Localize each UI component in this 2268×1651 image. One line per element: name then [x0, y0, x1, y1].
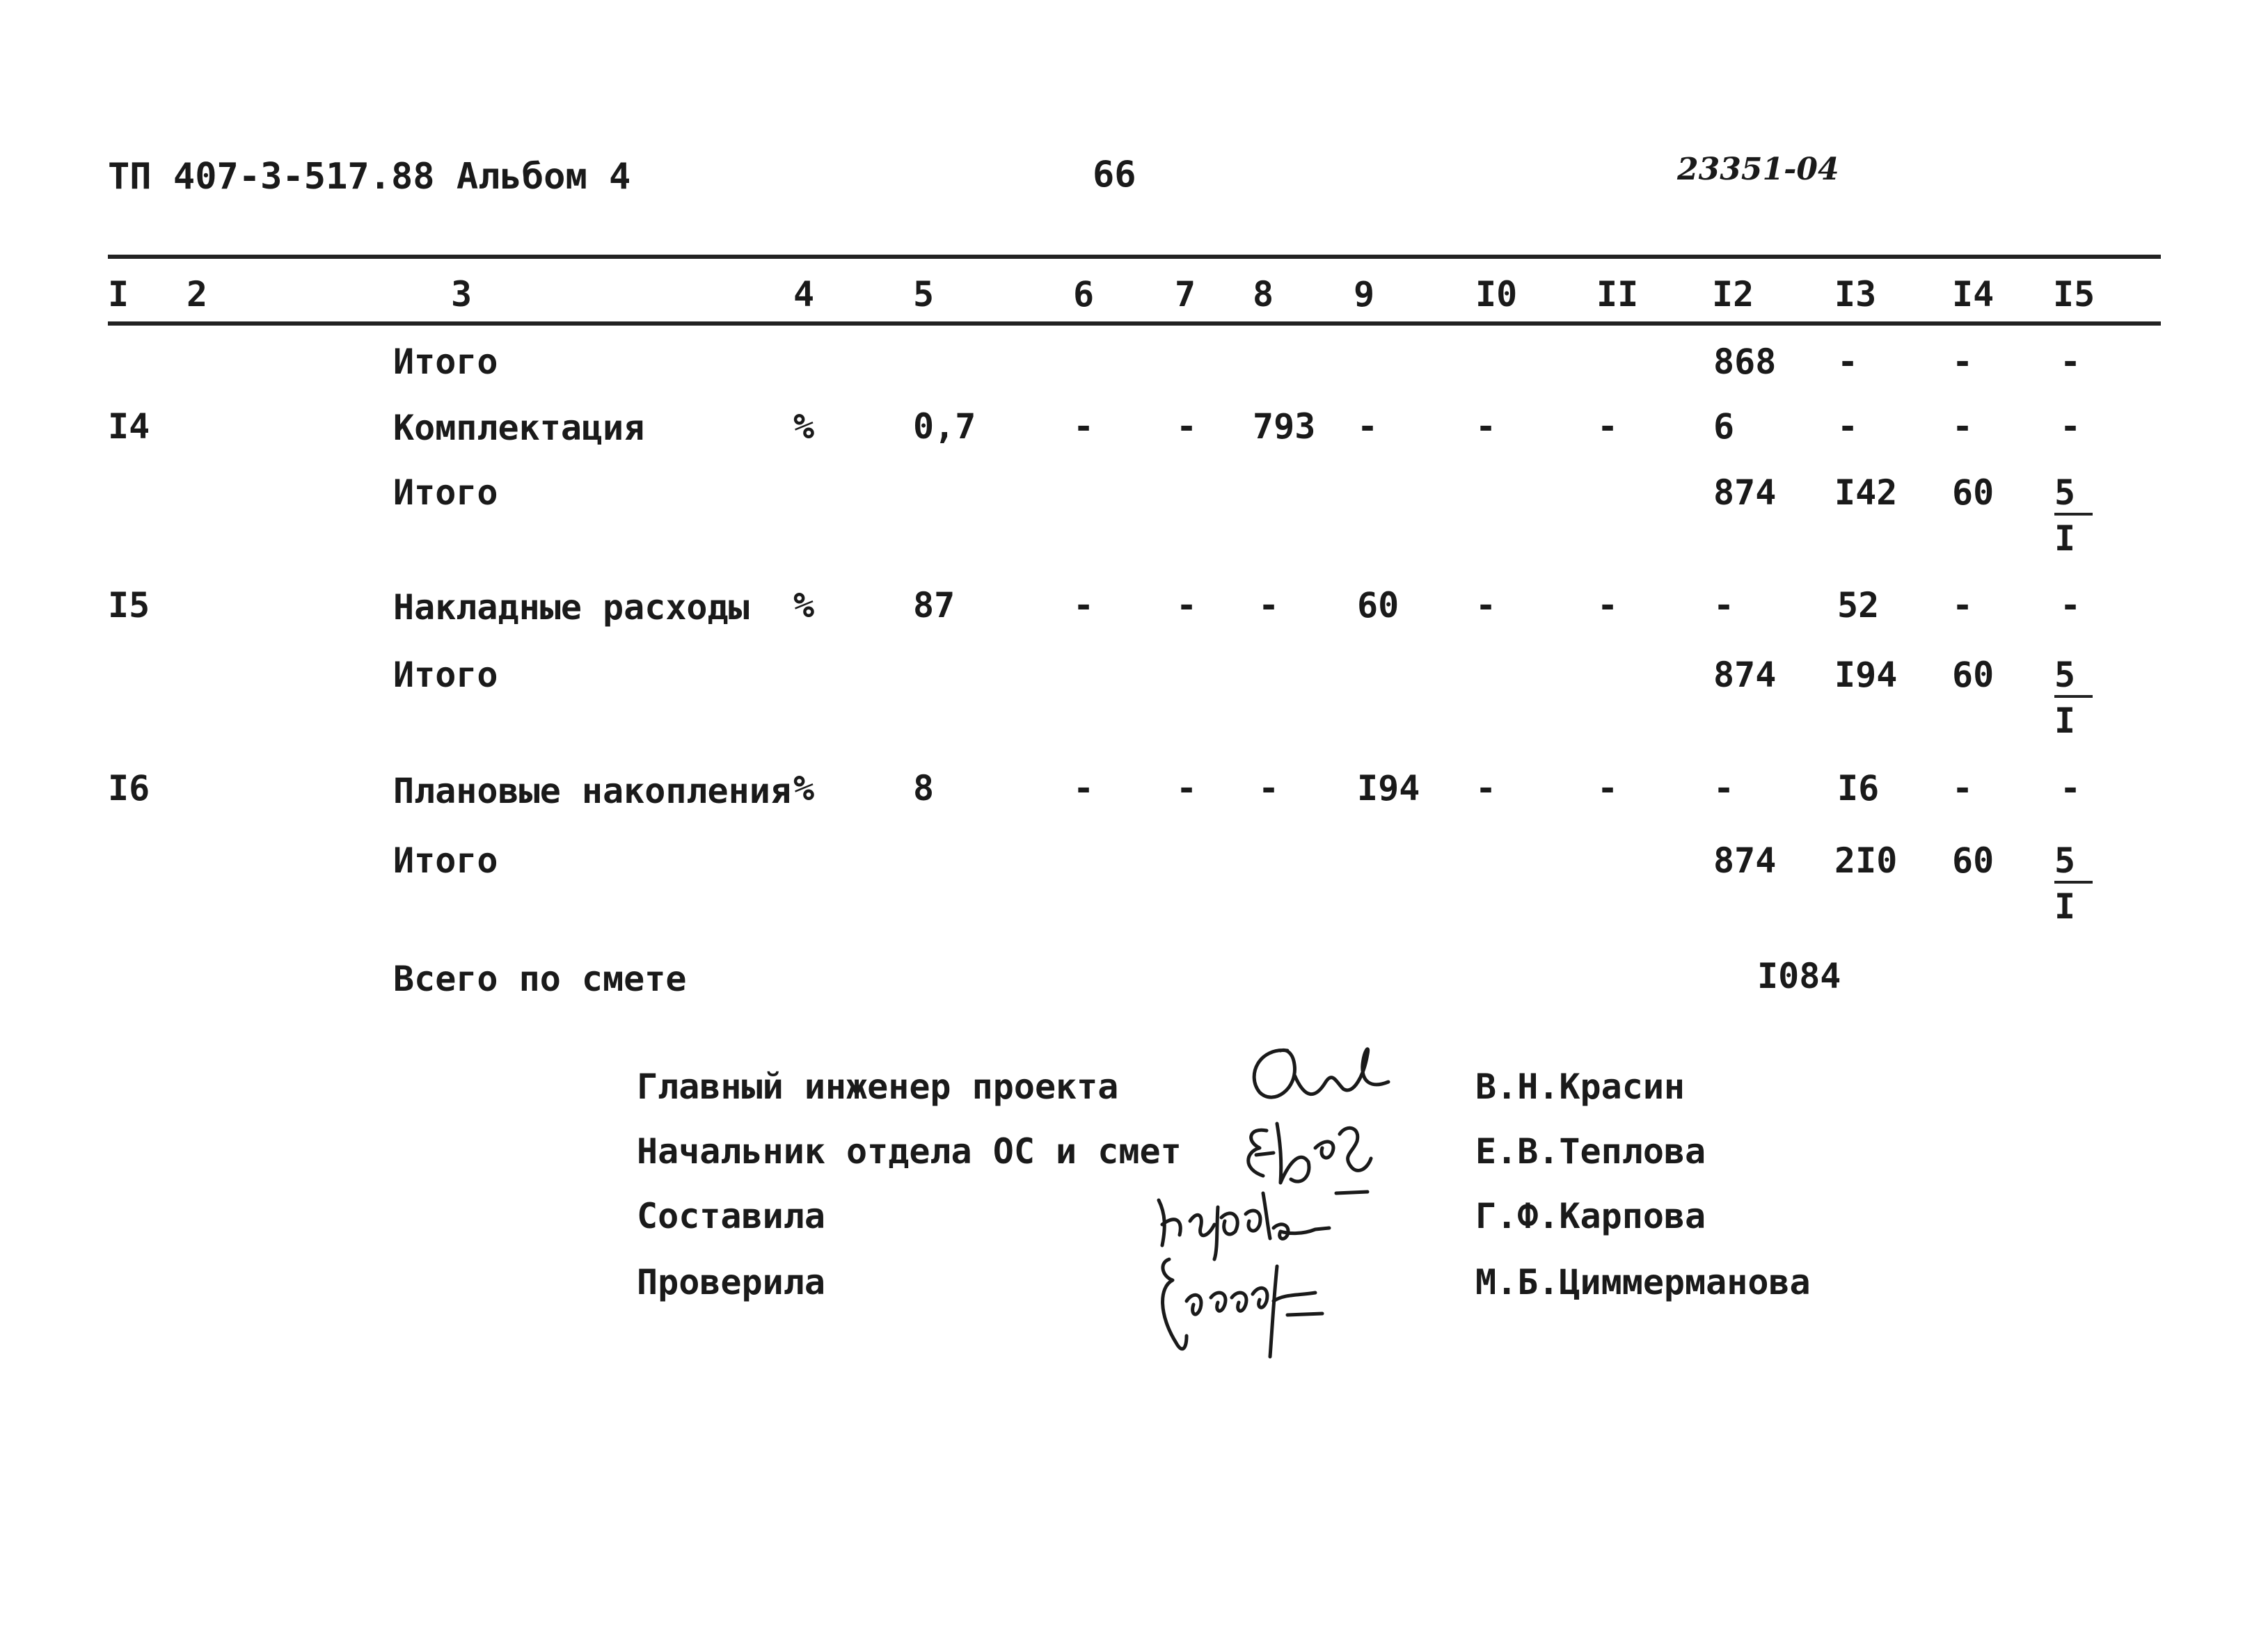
column-header: I3	[1834, 274, 1877, 314]
cell-col8: -	[1258, 585, 1280, 625]
signature-tsimmermanova	[1148, 1245, 1343, 1364]
column-header: 3	[451, 274, 473, 314]
cell-col11: -	[1597, 406, 1619, 447]
row-name: Итого	[393, 840, 498, 881]
column-header: I	[108, 274, 129, 314]
cell-col5: 0,7	[913, 406, 976, 447]
cell-col9: I94	[1357, 768, 1420, 808]
row-number: I4	[108, 406, 150, 447]
signatory-name: В.Н.Красин	[1475, 1067, 1686, 1107]
cell-col12: 874	[1713, 840, 1777, 881]
cell-col13: -	[1837, 342, 1859, 382]
cell-col10: -	[1475, 406, 1497, 447]
row-name: Итого	[393, 655, 498, 695]
grand-total-label: Всего по смете	[393, 959, 687, 999]
cell-col7: -	[1176, 585, 1198, 625]
column-header: I0	[1475, 274, 1518, 314]
cell-col14: 60	[1952, 840, 1995, 881]
signatory-role: Проверила	[637, 1262, 825, 1302]
column-header: 8	[1253, 274, 1274, 314]
cell-col15: -	[2060, 342, 2081, 382]
fraction-numerator: 5	[2054, 657, 2093, 698]
cell-col7: -	[1176, 768, 1198, 808]
signatory-role: Начальник отдела ОС и смет	[637, 1131, 1182, 1172]
page-number: 66	[1093, 154, 1136, 196]
cell-col8: 793	[1253, 406, 1316, 447]
column-header: 6	[1073, 274, 1095, 314]
cell-col14: -	[1952, 342, 1974, 382]
signature-krasin	[1239, 1033, 1399, 1117]
unit-cell: %	[793, 406, 815, 447]
row-name: Итого	[393, 472, 498, 513]
grand-total-value: I084	[1757, 956, 1841, 996]
cell-col14: 60	[1952, 472, 1995, 513]
unit-cell: %	[793, 768, 815, 808]
fraction-cell-col15	[2054, 840, 2103, 927]
fraction-numerator: 5	[2054, 475, 2093, 516]
column-header: I4	[1952, 274, 1995, 314]
cell-col14: -	[1952, 768, 1974, 808]
cell-col14: -	[1952, 406, 1974, 447]
cell-col12: -	[1713, 585, 1735, 625]
column-header: 4	[793, 274, 815, 314]
cell-col12: 874	[1713, 655, 1777, 695]
cell-col15: -	[2060, 406, 2081, 447]
cell-col12: -	[1713, 768, 1735, 808]
signatory-name: Е.В.Теплова	[1475, 1131, 1706, 1172]
cell-col13: 2I0	[1834, 840, 1898, 881]
column-header: 2	[187, 274, 208, 314]
row-number: I6	[108, 768, 150, 808]
signatory-role: Главный инженер проекта	[637, 1067, 1119, 1107]
cell-col6: -	[1073, 406, 1095, 447]
cell-col14: -	[1952, 585, 1974, 625]
row-name: Комплектация	[393, 408, 645, 448]
row-name: Накладные расходы	[393, 587, 750, 628]
document-reference: ТП 407-3-517.88 Альбом 4	[108, 156, 631, 198]
signatory-name: Г.Ф.Карпова	[1475, 1196, 1706, 1236]
column-header: 9	[1354, 274, 1375, 314]
fraction-denominator: I	[2054, 701, 2076, 741]
cell-col5: 87	[913, 585, 955, 625]
cell-col10: -	[1475, 768, 1497, 808]
cell-col12: 874	[1713, 472, 1777, 513]
signatory-role: Составила	[637, 1196, 825, 1236]
cell-col15: -	[2060, 768, 2081, 808]
row-number: I5	[108, 585, 150, 625]
cell-col12: 6	[1713, 406, 1735, 447]
cell-col13: 52	[1837, 585, 1880, 625]
column-header: I5	[2053, 274, 2095, 314]
cell-col9: -	[1357, 406, 1379, 447]
signatory-name: М.Б.Циммерманова	[1475, 1262, 1811, 1302]
row-name: Плановые накопления	[393, 771, 791, 811]
cell-col12: 868	[1713, 342, 1777, 382]
cell-col6: -	[1073, 768, 1095, 808]
cell-col14: 60	[1952, 655, 1995, 695]
column-header: I2	[1712, 274, 1754, 314]
fraction-denominator: I	[2054, 518, 2076, 559]
unit-cell: %	[793, 585, 815, 625]
column-header: II	[1596, 274, 1639, 314]
cell-col11: -	[1597, 585, 1619, 625]
cell-col13: I94	[1834, 655, 1898, 695]
column-header: 7	[1175, 274, 1196, 314]
column-header: 5	[913, 274, 935, 314]
handwritten-code: 23351-04	[1677, 152, 1839, 187]
fraction-cell-col15	[2054, 472, 2103, 559]
cell-col5: 8	[913, 768, 935, 808]
cell-col6: -	[1073, 585, 1095, 625]
cell-col15: -	[2060, 585, 2081, 625]
cell-col13: -	[1837, 406, 1859, 447]
cell-col11: -	[1597, 768, 1619, 808]
fraction-cell-col15	[2054, 655, 2103, 741]
table-top-rule	[108, 255, 2161, 259]
fraction-numerator: 5	[2054, 843, 2093, 884]
cell-col13: I42	[1834, 472, 1898, 513]
cell-col9: 60	[1357, 585, 1399, 625]
table-header-rule	[108, 321, 2161, 326]
fraction-denominator: I	[2054, 886, 2076, 927]
cell-col8: -	[1258, 768, 1280, 808]
row-name: Итого	[393, 342, 498, 382]
cell-col10: -	[1475, 585, 1497, 625]
cell-col13: I6	[1837, 768, 1880, 808]
cell-col7: -	[1176, 406, 1198, 447]
